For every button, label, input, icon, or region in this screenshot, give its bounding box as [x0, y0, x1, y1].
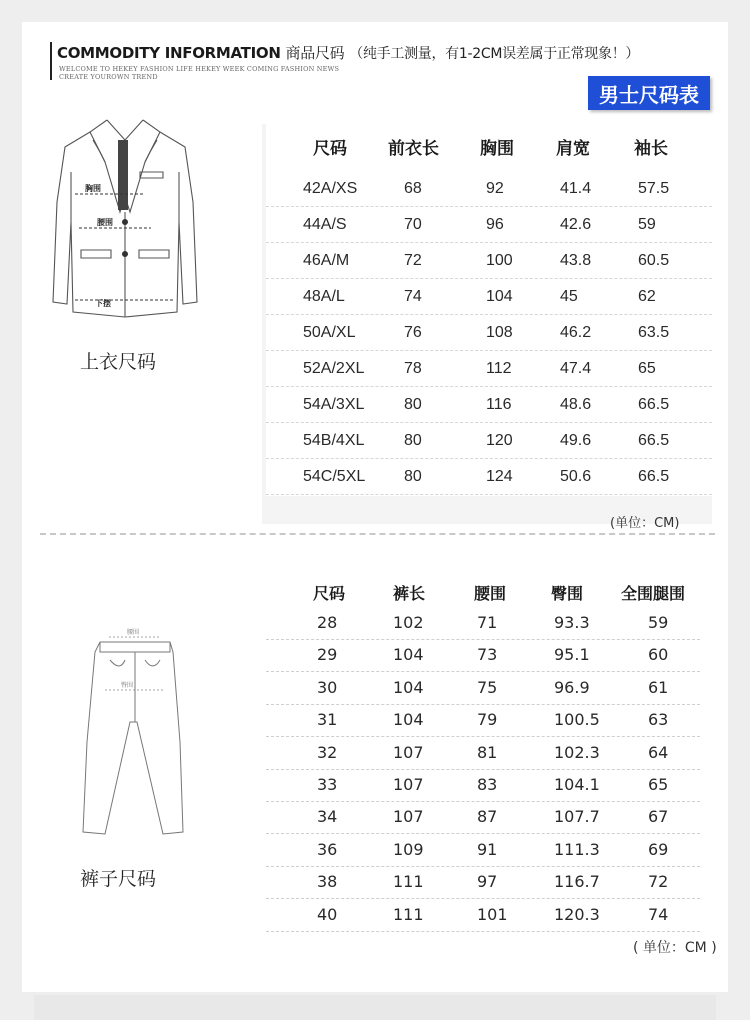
title-cn: 商品尺码 — [285, 44, 345, 62]
table-cell: 74 — [648, 904, 669, 924]
table-cell: 63.5 — [638, 324, 670, 341]
table-cell: 65 — [638, 360, 656, 377]
table-cell: 100.5 — [554, 710, 600, 730]
table-cell: 47.4 — [560, 360, 592, 377]
table-cell: 112 — [486, 360, 512, 377]
pants-header-cell: 腰围 — [474, 584, 507, 603]
table-cell: 36 — [317, 839, 338, 859]
pants-header-cell: 臀围 — [551, 584, 584, 603]
table-cell: 83 — [477, 775, 498, 794]
table-row — [266, 315, 712, 351]
jacket-unit-note: (单位：CM) — [610, 516, 680, 531]
pants-illustration — [65, 612, 195, 842]
table-cell: 54C/5XL — [303, 468, 366, 485]
pants-size-label: 裤子尺码 — [80, 868, 157, 890]
table-cell: 108 — [486, 324, 513, 341]
table-cell: 57.5 — [638, 180, 670, 197]
table-cell: 107 — [393, 775, 424, 794]
table-cell: 93.3 — [554, 613, 590, 632]
table-cell: 68 — [404, 180, 422, 197]
table-cell: 50A/XL — [303, 324, 356, 341]
table-cell: 104 — [393, 710, 424, 730]
table-cell: 45 — [560, 288, 578, 305]
jacket-inner-shade — [118, 140, 128, 210]
table-cell: 92 — [486, 180, 504, 197]
table-cell: 66.5 — [638, 432, 670, 449]
table-cell: 120 — [486, 432, 513, 449]
pants-hip-label: 臀围 — [121, 682, 134, 689]
table-cell: 46A/M — [303, 252, 350, 269]
table-row — [266, 207, 712, 243]
table-cell: 66.5 — [638, 468, 670, 485]
jacket-waist-label: 腰围 — [97, 218, 113, 227]
table-cell: 80 — [404, 432, 422, 449]
table-cell: 104 — [393, 677, 424, 697]
table-row — [266, 351, 712, 387]
table-cell: 124 — [486, 468, 513, 485]
table-cell: 60.5 — [638, 252, 670, 269]
table-row — [266, 387, 712, 423]
table-cell: 75 — [477, 677, 498, 697]
jacket-chest-label: 胸围 — [85, 184, 101, 193]
table-cell: 102 — [393, 613, 424, 632]
table-cell: 70 — [404, 216, 422, 233]
table-row — [266, 243, 712, 279]
table-cell: 41.4 — [560, 180, 592, 197]
table-cell: 97 — [477, 872, 498, 892]
table-cell: 107 — [393, 742, 424, 762]
table-row — [266, 279, 712, 315]
subtitle-line-2: CREATE YOUROWN TREND — [59, 73, 158, 81]
table-cell: 60 — [648, 645, 669, 665]
table-cell: 109 — [393, 839, 424, 859]
table-row — [266, 866, 700, 899]
table-cell: 116 — [486, 396, 512, 413]
title-en: COMMODITY INFORMATION — [57, 44, 281, 62]
table-cell: 69 — [648, 839, 669, 859]
jacket-header-cell: 胸围 — [480, 139, 514, 159]
table-cell: 46.2 — [560, 324, 592, 341]
table-cell: 120.3 — [554, 904, 600, 924]
table-cell: 80 — [404, 468, 422, 485]
table-cell: 40 — [317, 904, 338, 924]
subtitle-line-1: WELCOME TO HEKEY FASHION LIFE HEKEY WEEK COMING FASHION NEWS — [59, 65, 340, 73]
jacket-header-cell: 前衣长 — [388, 139, 439, 159]
table-row — [266, 639, 700, 672]
section-divider — [40, 533, 715, 535]
table-cell: 72 — [404, 252, 422, 269]
table-cell: 54B/4XL — [303, 432, 365, 449]
table-row — [266, 801, 700, 834]
table-cell: 96.9 — [554, 677, 590, 697]
table-cell: 38 — [317, 872, 338, 892]
table-cell: 104.1 — [554, 775, 600, 794]
page-title — [57, 42, 639, 63]
table-cell: 95.1 — [554, 645, 590, 665]
table-cell: 107 — [393, 807, 424, 827]
table-row — [266, 899, 700, 932]
header-accent-bar — [50, 42, 52, 80]
pants-unit-note: ( 单位：CM ) — [633, 940, 717, 956]
table-cell: 42.6 — [560, 216, 592, 233]
table-cell: 48A/L — [303, 288, 345, 305]
table-cell: 104 — [393, 645, 424, 665]
table-cell: 74 — [404, 288, 422, 305]
table-row — [266, 672, 700, 705]
table-cell: 48.6 — [560, 396, 592, 413]
pants-header-cell: 尺码 — [313, 584, 346, 603]
table-cell: 65 — [648, 775, 669, 794]
table-cell: 64 — [648, 742, 669, 762]
table-cell: 54A/3XL — [303, 396, 365, 413]
table-row — [266, 704, 700, 737]
table-cell: 59 — [638, 216, 656, 233]
footer-strip — [34, 995, 716, 1020]
measurement-note: （纯手工测量，有1-2CM误差属于正常现象！） — [349, 46, 640, 62]
table-row — [266, 423, 712, 459]
table-row — [266, 834, 700, 867]
table-cell: 100 — [486, 252, 513, 269]
jacket-header-cell: 袖长 — [634, 139, 668, 159]
table-cell: 111.3 — [554, 839, 600, 859]
table-cell: 79 — [477, 710, 498, 730]
table-cell: 78 — [404, 360, 422, 377]
table-cell: 31 — [317, 710, 338, 730]
table-cell: 67 — [648, 807, 669, 827]
table-cell: 43.8 — [560, 252, 592, 269]
table-cell: 66.5 — [638, 396, 670, 413]
table-cell: 87 — [477, 807, 498, 827]
table-row — [266, 769, 700, 802]
table-cell: 91 — [477, 839, 498, 859]
jacket-size-label: 上衣尺码 — [80, 351, 157, 373]
table-cell: 32 — [317, 742, 338, 762]
table-cell: 101 — [477, 904, 508, 924]
pants-header-cell: 裤长 — [393, 584, 426, 603]
table-cell: 111 — [393, 904, 424, 924]
jacket-hem-label: 下摆 — [95, 299, 111, 308]
table-cell: 80 — [404, 396, 422, 413]
jacket-header-cell: 肩宽 — [556, 139, 590, 159]
jacket-header-cell: 尺码 — [313, 139, 347, 159]
table-cell: 61 — [648, 677, 669, 697]
table-cell: 102.3 — [554, 742, 600, 762]
table-cell: 30 — [317, 677, 338, 697]
table-cell: 33 — [317, 775, 338, 794]
table-cell: 42A/XS — [303, 180, 358, 197]
header-subtitle — [59, 65, 339, 81]
table-cell: 71 — [477, 613, 498, 632]
table-cell: 96 — [486, 216, 504, 233]
table-cell: 34 — [317, 807, 338, 827]
table-cell: 44A/S — [303, 216, 347, 233]
table-row — [266, 171, 712, 207]
table-cell: 76 — [404, 324, 422, 341]
table-cell: 59 — [648, 613, 669, 632]
table-cell: 111 — [393, 872, 424, 892]
pants-header-cell: 全围腿围 — [621, 584, 686, 603]
table-cell: 116.7 — [554, 872, 600, 892]
table-cell: 29 — [317, 645, 338, 665]
table-cell: 104 — [486, 288, 513, 305]
table-cell: 62 — [638, 288, 656, 305]
table-cell: 73 — [477, 645, 498, 665]
jacket-illustration — [45, 112, 205, 327]
table-row — [266, 459, 712, 495]
table-cell: 63 — [648, 710, 669, 730]
table-cell: 49.6 — [560, 432, 592, 449]
table-cell: 81 — [477, 742, 498, 762]
table-row — [266, 737, 700, 770]
pants-waist-label: 腰围 — [127, 629, 140, 636]
table-cell: 50.6 — [560, 468, 592, 485]
table-cell: 52A/2XL — [303, 360, 365, 377]
table-row — [266, 607, 700, 640]
table-cell: 28 — [317, 613, 338, 632]
table-cell: 107.7 — [554, 807, 600, 827]
mens-size-chart-badge: 男士尺码表 — [588, 76, 710, 110]
table-cell: 72 — [648, 872, 669, 892]
